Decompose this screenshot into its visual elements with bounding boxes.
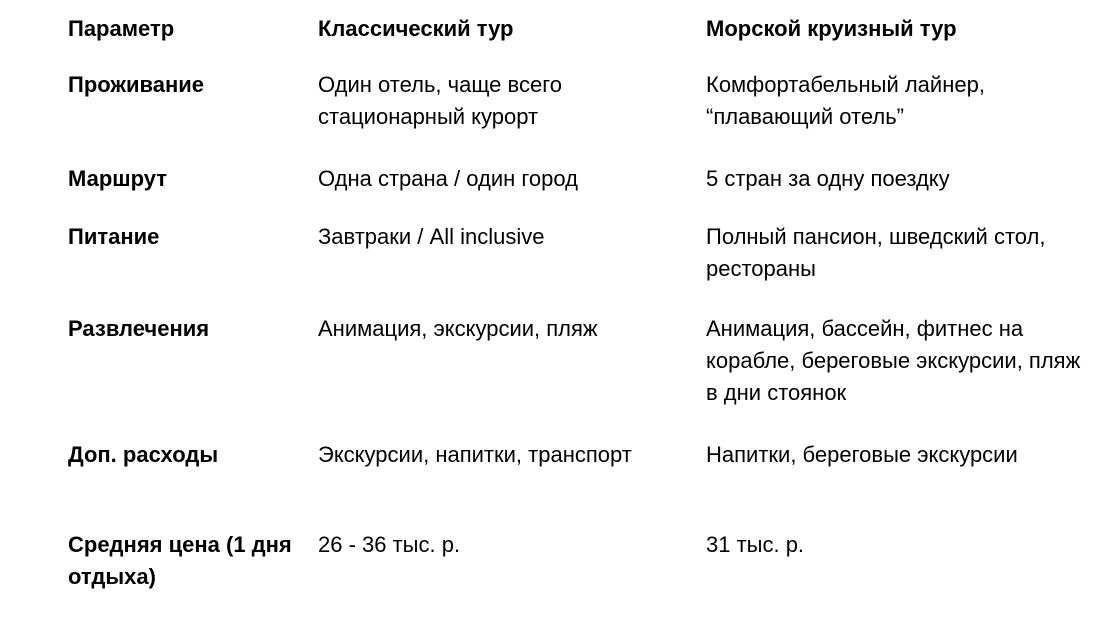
row-cruise-value: Напитки, береговые экскурсии — [706, 442, 1018, 467]
row-cruise-value: Анимация, бассейн, фитнес на корабле, береговые экскурсии, пляж в дни стоянок — [706, 316, 1081, 405]
table-row — [68, 439, 1088, 529]
table-row — [68, 529, 1088, 601]
row-param: Средняя цена (1 дня отдыха) — [68, 532, 292, 589]
comparison-table — [68, 13, 1088, 601]
table-body — [68, 69, 1088, 601]
header-row — [68, 13, 1088, 69]
table-row — [68, 69, 1088, 163]
row-classic-value: Один отель, чаще всего стационарный курорт — [318, 72, 562, 129]
header-parameter: Параметр — [68, 16, 175, 41]
row-param: Питание — [68, 224, 160, 249]
row-classic-value: Одна страна / один город — [318, 166, 578, 191]
row-cruise-value: Полный пансион, шведский стол, рестораны — [706, 224, 1046, 281]
row-param: Доп. расходы — [68, 442, 219, 467]
row-param: Развлечения — [68, 316, 210, 341]
table-row — [68, 313, 1088, 439]
table-row — [68, 221, 1088, 313]
row-param: Маршрут — [68, 166, 168, 191]
row-cruise-value: 31 тыс. р. — [706, 532, 805, 557]
row-classic-value: Экскурсии, напитки, транспорт — [318, 442, 632, 467]
table-row — [68, 163, 1088, 221]
row-param: Проживание — [68, 72, 205, 97]
row-classic-value: Анимация, экскурсии, пляж — [318, 316, 598, 341]
row-cruise-value: Комфортабельный лайнер, “плавающий отель” — [706, 72, 985, 129]
row-classic-value: 26 - 36 тыс. р. — [318, 532, 461, 557]
row-cruise-value: 5 стран за одну поездку — [706, 166, 950, 191]
header-cruise-tour: Морской круизный тур — [706, 16, 957, 41]
table-header — [68, 13, 1088, 69]
header-classic-tour: Классический тур — [318, 16, 514, 41]
row-classic-value: Завтраки / All inclusive — [318, 224, 545, 249]
